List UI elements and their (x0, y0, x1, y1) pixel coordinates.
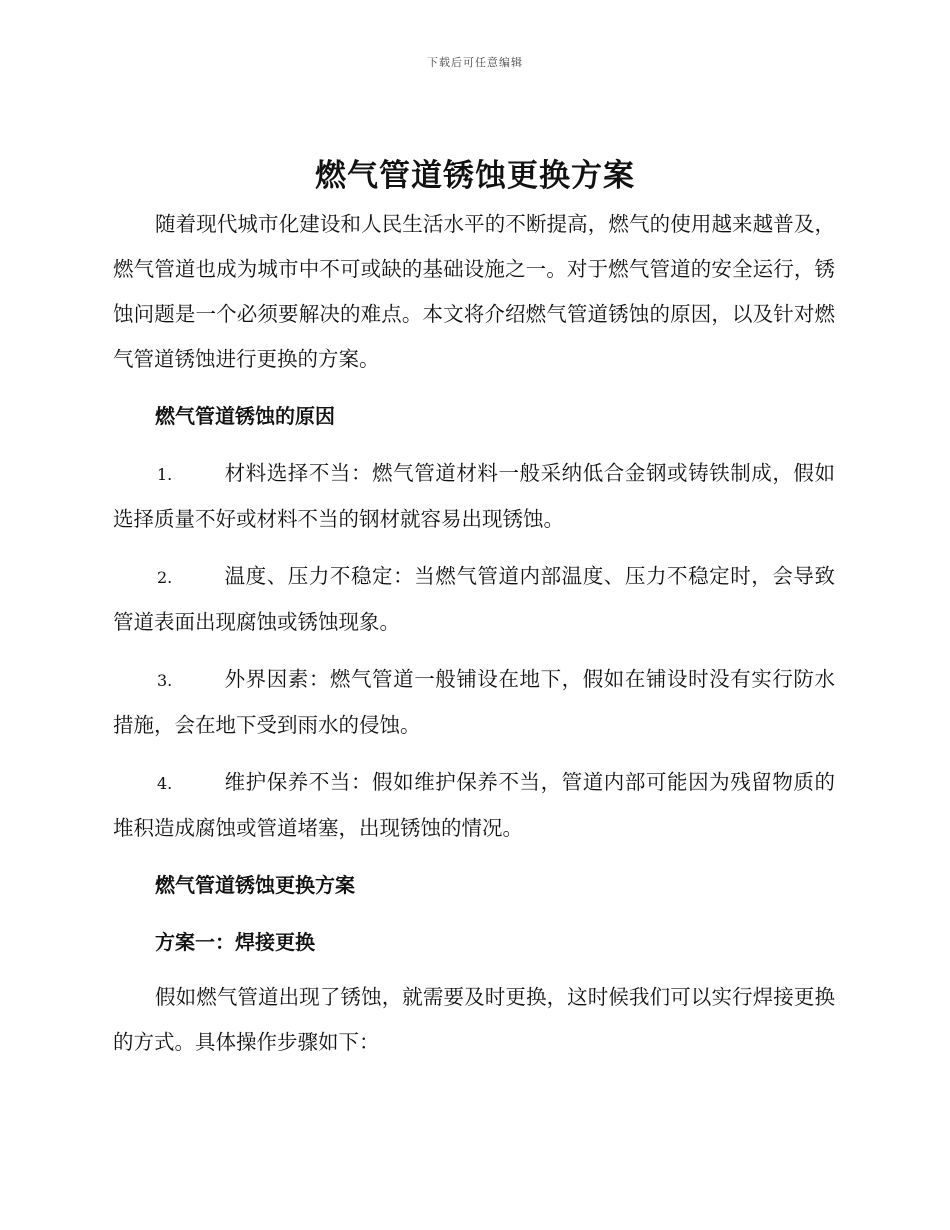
page-header-note: 下载后可任意编辑 (427, 56, 523, 69)
list-item-text: 外界因素：燃气管道一般铺设在地下，假如在铺设时没有实行防水措施，会在地下受到雨水的侵蚀。 (113, 667, 835, 737)
list-item-text: 维护保养不当：假如维护保养不当，管道内部可能因为残留物质的堆积造成腐蚀或管道堵塞，出现锈蚀的情况。 (113, 770, 835, 840)
list-number: 3. (157, 671, 173, 690)
section-heading-causes: 燃气管道锈蚀的原因 (155, 404, 335, 428)
section-heading-plan: 燃气管道锈蚀更换方案 (155, 873, 355, 897)
list-item (113, 554, 835, 645)
document-title: 燃气管道锈蚀更换方案 (315, 158, 635, 194)
plan-one-paragraph: 假如燃气管道出现了锈蚀，就需要及时更换，这时候我们可以实行焊接更换的方式。具体操作步骤如下： (113, 985, 835, 1054)
list-item (113, 451, 835, 542)
list-number: 2. (157, 568, 173, 587)
document-body (113, 202, 835, 1065)
list-item (113, 760, 835, 851)
list-item-text: 温度、压力不稳定：当燃气管道内部温度、压力不稳定时，会导致管道表面出现腐蚀或锈蚀现象。 (113, 564, 835, 634)
intro-paragraph: 随着现代城市化建设和人民生活水平的不断提高，燃气的使用越来越普及，燃气管道也成为城市中不可或缺的基础设施之一。对于燃气管道的安全运行，锈蚀问题是一个必须要解决的难点。本文将介绍燃气管道锈蚀的原因，以及针对燃气管道锈蚀进行更换的方案。 (113, 212, 835, 371)
subheading-plan-one: 方案一：焊接更换 (155, 930, 315, 954)
list-item (113, 657, 835, 748)
list-item-text: 材料选择不当：燃气管道材料一般采纳低合金钢或铸铁制成，假如选择质量不好或材料不当的钢材就容易出现锈蚀。 (113, 461, 835, 531)
list-number: 1. (157, 465, 173, 484)
list-number: 4. (157, 774, 173, 793)
